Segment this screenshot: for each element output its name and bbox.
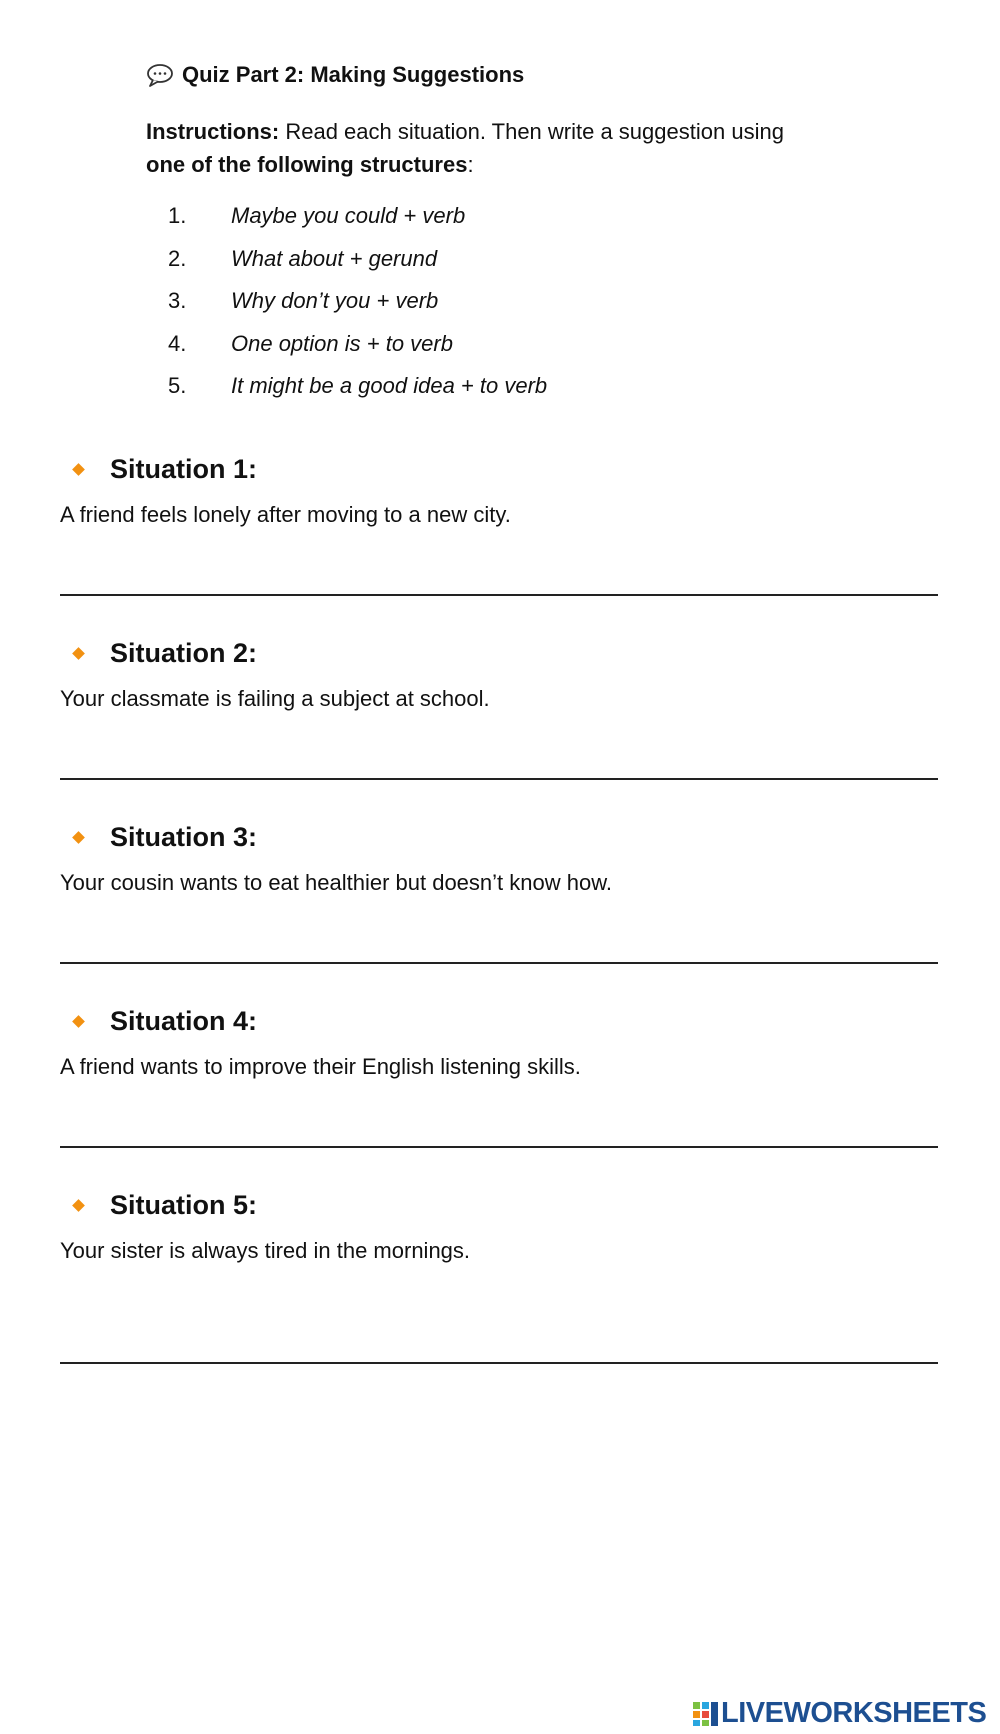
diamond-bullet-icon — [72, 1199, 85, 1212]
diamond-bullet-icon — [72, 1015, 85, 1028]
situation-heading — [60, 633, 940, 673]
situation-1 — [60, 449, 940, 527]
situation-text: Your classmate is failing a subject at school. — [60, 686, 490, 711]
instructions-colon: : — [467, 152, 474, 177]
list-number: 2. — [168, 245, 187, 271]
speech-bubble-icon — [146, 63, 174, 87]
situation-text: Your sister is always tired in the mornings. — [60, 1238, 471, 1263]
situation-heading — [60, 817, 940, 857]
answer-line[interactable] — [60, 1362, 938, 1364]
structure-text: Maybe you could + verb — [231, 203, 466, 228]
liveworksheets-logo-icon — [693, 1702, 719, 1726]
diamond-bullet-icon — [72, 831, 85, 844]
situation-heading — [60, 1001, 940, 1041]
situation-2 — [60, 633, 940, 711]
list-number: 1. — [168, 203, 187, 228]
situation-text: A friend wants to improve their English listening skills. — [60, 1054, 581, 1079]
list-number: 3. — [168, 288, 187, 313]
instructions-text: Read each situation. Then write a suggestion using — [279, 119, 784, 144]
list-item — [168, 288, 547, 331]
answer-line[interactable] — [60, 962, 938, 964]
list-item — [168, 203, 547, 246]
situation-heading — [60, 1185, 940, 1225]
instructions — [146, 115, 866, 181]
answer-line[interactable] — [60, 778, 938, 780]
situation-4 — [60, 1001, 940, 1079]
brand-name: LIVEWORKSHEETS — [721, 1697, 987, 1729]
list-item — [168, 246, 547, 289]
list-item — [168, 331, 547, 374]
situation-title: Situation 4: — [110, 1005, 257, 1036]
structure-text: What about + gerund — [231, 245, 438, 271]
list-number: 5. — [168, 373, 187, 398]
situation-title: Situation 1: — [110, 453, 257, 484]
situation-title: Situation 3: — [110, 821, 257, 852]
structure-text: Why don’t you + verb — [231, 288, 439, 313]
situation-title: Situation 2: — [110, 637, 257, 668]
situation-3 — [60, 817, 940, 895]
situation-title: Situation 5: — [110, 1189, 257, 1220]
diamond-bullet-icon — [72, 463, 85, 476]
quiz-title-text: Quiz Part 2: Making Suggestions — [182, 62, 525, 87]
answer-line[interactable] — [60, 594, 938, 596]
situation-heading — [60, 449, 940, 489]
answer-line[interactable] — [60, 1146, 938, 1148]
instructions-emphasis: one of the following structures — [146, 152, 468, 177]
list-item — [168, 373, 547, 416]
situation-text: A friend feels lonely after moving to a new city. — [60, 502, 511, 527]
structures-list — [168, 203, 547, 416]
brand-logo — [693, 1697, 986, 1730]
structure-text: It might be a good idea + to verb — [231, 373, 548, 398]
situation-text: Your cousin wants to eat healthier but doesn’t know how. — [60, 870, 612, 895]
situation-5 — [60, 1185, 940, 1263]
list-number: 4. — [168, 330, 187, 356]
diamond-bullet-icon — [72, 647, 85, 660]
quiz-title — [146, 62, 524, 88]
structure-text: One option is + to verb — [231, 330, 453, 356]
instructions-label: Instructions: — [146, 119, 280, 144]
